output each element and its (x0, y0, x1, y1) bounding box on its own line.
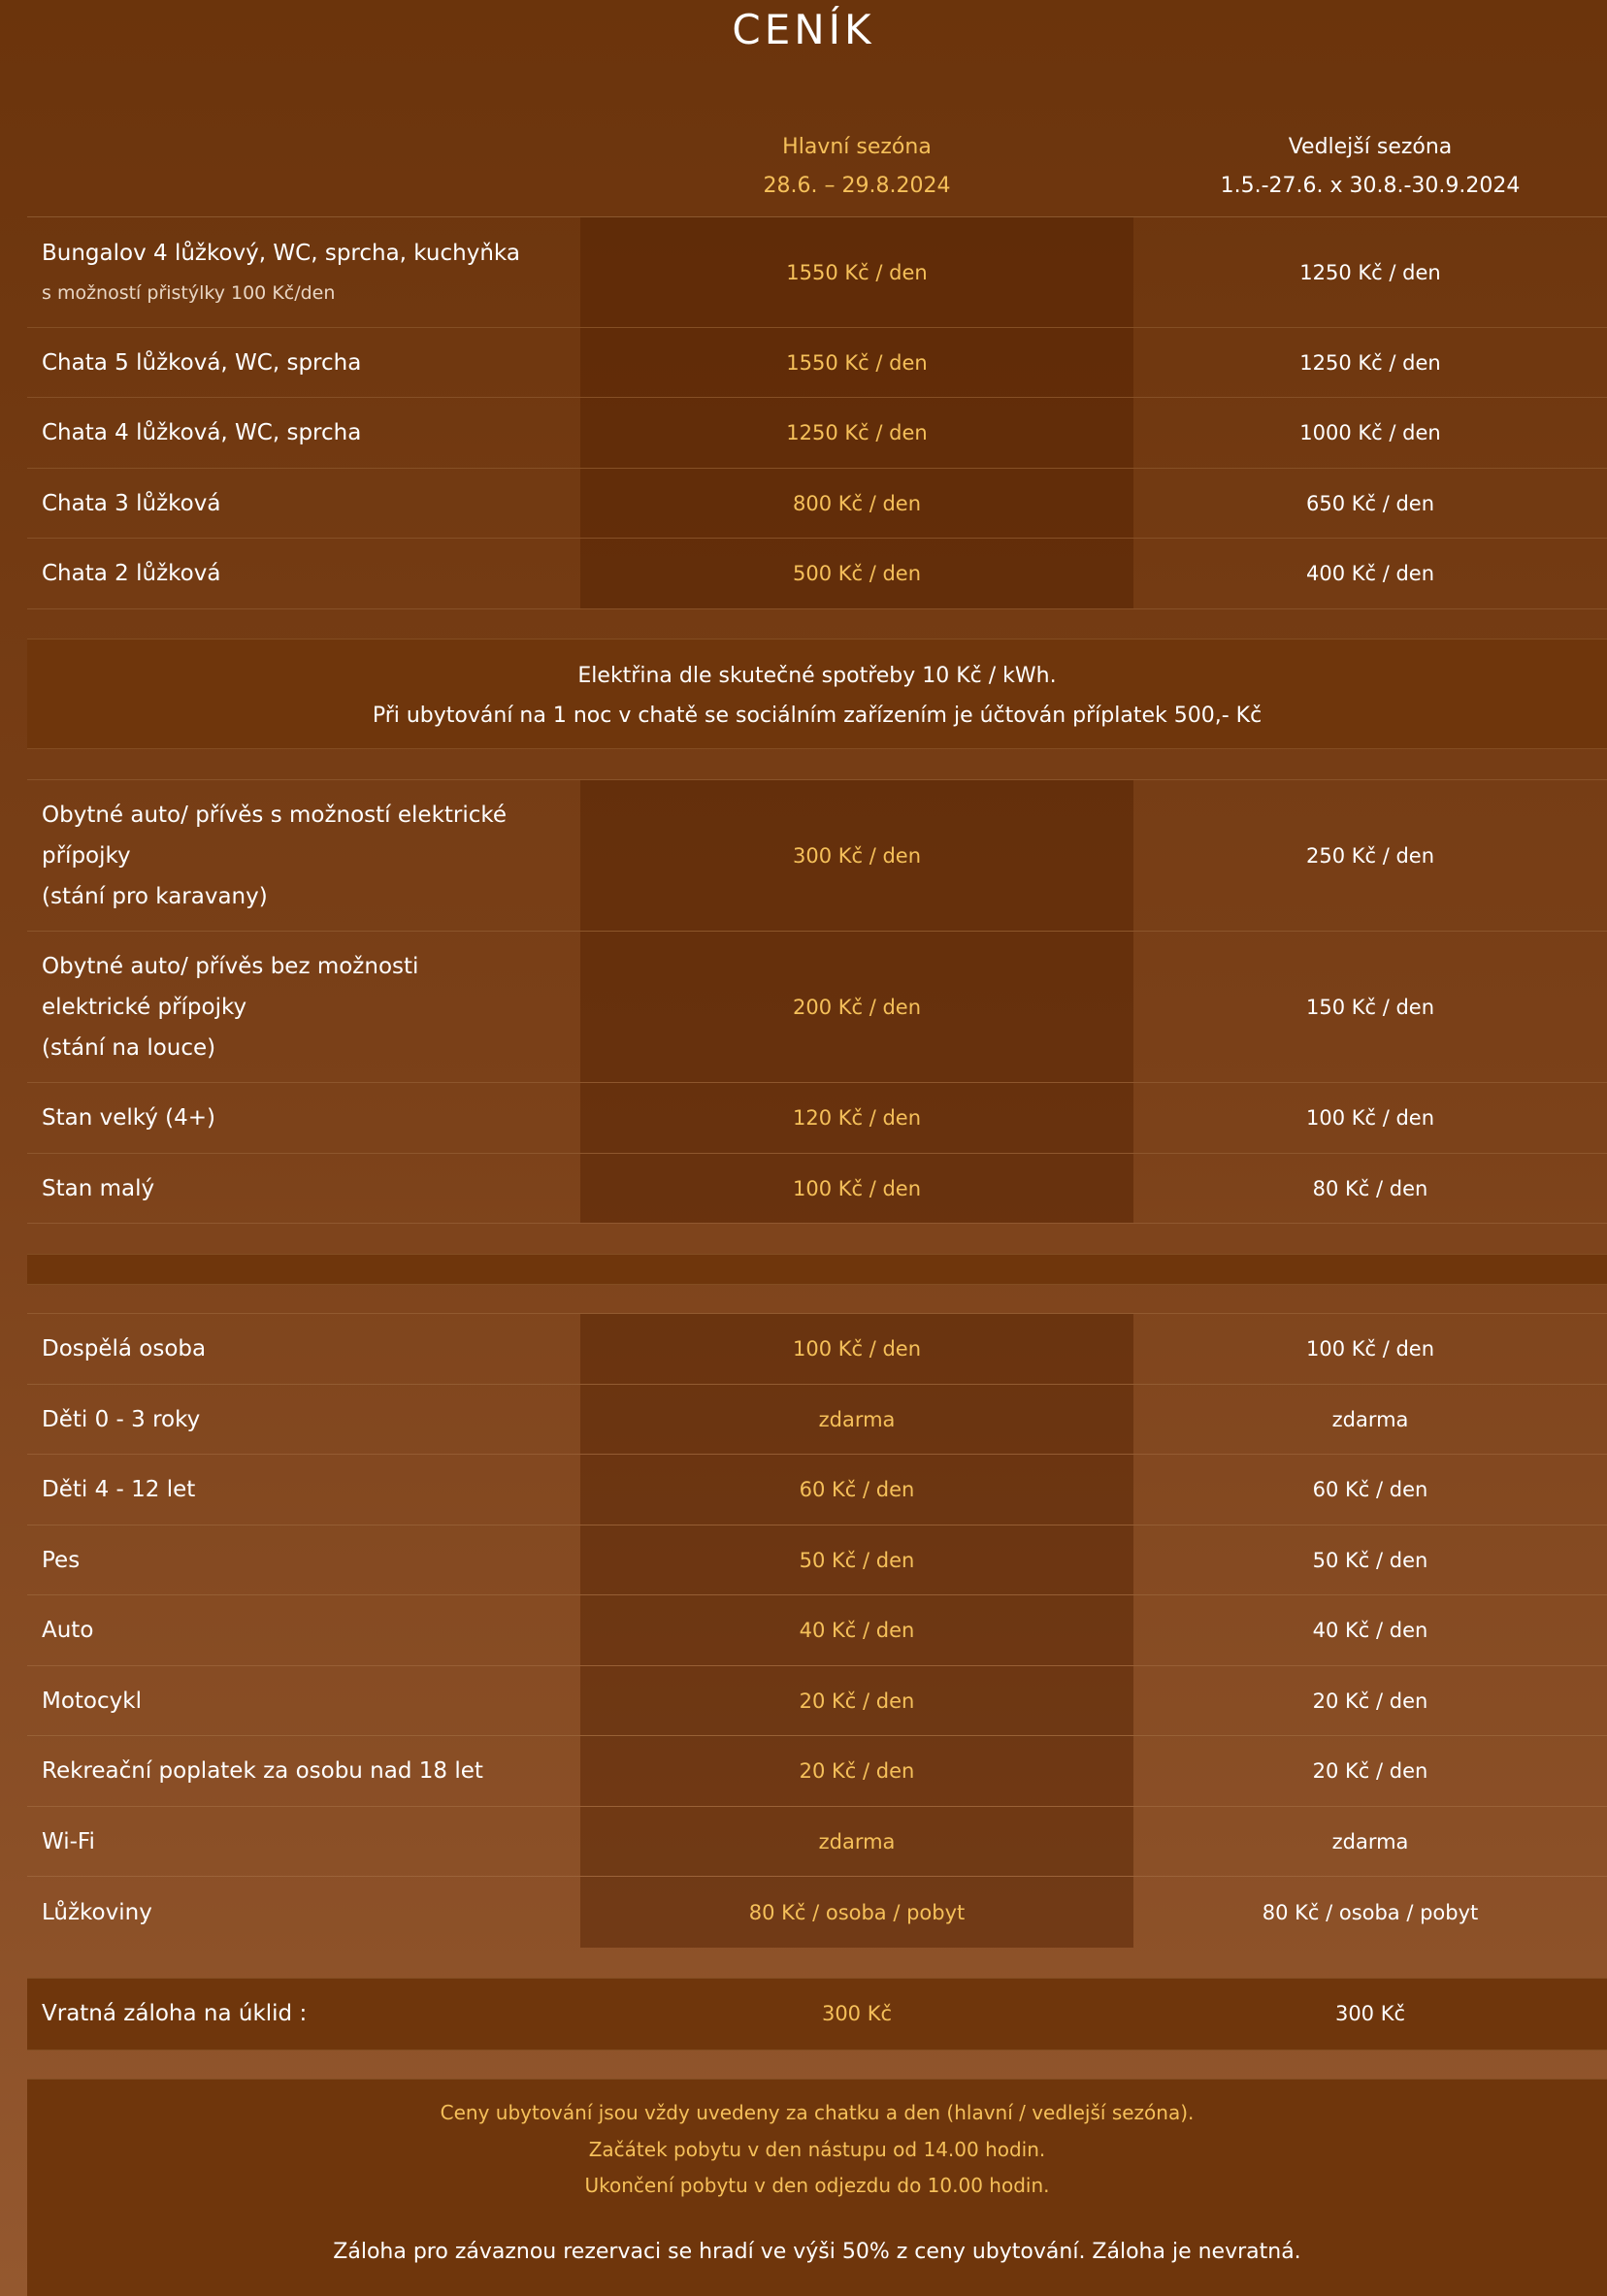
deposit-off: 300 Kč (1334, 2002, 1406, 2025)
off-price: 80 Kč / den (1312, 1176, 1428, 1200)
row-label-line: elektrické přípojky (42, 994, 247, 1020)
row-label-line: (stání na louce) (42, 1034, 216, 1061)
surcharge-line: Při ubytování na 1 noc v chatě se sociálním zařízením je účtován příplatek 500,- Kč (372, 704, 1263, 728)
off-price: 650 Kč / den (1305, 491, 1435, 515)
table-row (27, 1154, 1607, 1224)
terms-notes (27, 2079, 1607, 2296)
off-price: 60 Kč / den (1312, 1478, 1428, 1501)
off-price: 1250 Kč / den (1299, 350, 1441, 375)
table-row (27, 1666, 1607, 1736)
off-price: 1000 Kč / den (1299, 421, 1441, 444)
main-season-name: Hlavní sezóna (782, 134, 932, 159)
main-price: 20 Kč / den (580, 1736, 1133, 1806)
row-label: Chata 3 lůžková (42, 490, 221, 516)
table-row (27, 1736, 1607, 1807)
table-row (27, 932, 1607, 1083)
off-season-name: Vedlejší sezóna (1288, 134, 1453, 159)
off-season-dates: 1.5.-27.6. x 30.8.-30.9.2024 (1220, 173, 1521, 198)
row-label-line: (stání pro karavany) (42, 883, 268, 909)
main-price: 120 Kč / den (580, 1083, 1133, 1153)
off-season-header (1133, 128, 1607, 206)
row-label-line: Obytné auto/ přívěs s možností elektrické (42, 802, 508, 828)
note-line: Začátek pobytu v den nástupu od 14.00 hodin. (588, 2137, 1046, 2161)
table-row (27, 1314, 1607, 1385)
row-label-line: přípojky (42, 842, 131, 869)
season-header (27, 116, 1607, 217)
row-label: Děti 4 - 12 let (42, 1477, 196, 1502)
row-label: Děti 0 - 3 roky (42, 1406, 201, 1432)
main-price: 1250 Kč / den (580, 398, 1133, 468)
off-price: 250 Kč / den (1305, 843, 1435, 868)
off-price: 100 Kč / den (1305, 1106, 1435, 1130)
deposit-label: Vratná záloha na úklid : (42, 2001, 308, 2026)
row-label: Bungalov 4 lůžkový, WC, sprcha, kuchyňka (42, 240, 520, 266)
section-divider (27, 1254, 1607, 1285)
main-price: zdarma (580, 1807, 1133, 1876)
note-line: Ukončení pobytu v den odjezdu do 10.00 hodin. (584, 2174, 1050, 2197)
off-price: zdarma (1331, 1407, 1409, 1431)
row-sublabel: s možností přistýlky 100 Kč/den (42, 281, 336, 304)
table-row (27, 780, 1607, 932)
row-label: Chata 2 lůžková (42, 561, 221, 586)
electricity-line: Elektřina dle skutečné spotřeby 10 Kč / kWh. (577, 664, 1057, 688)
main-price: 50 Kč / den (580, 1525, 1133, 1594)
main-price: 500 Kč / den (580, 539, 1133, 608)
off-price: 20 Kč / den (1312, 1759, 1428, 1783)
page-title: CENÍK (732, 6, 875, 53)
camping-table (27, 779, 1607, 1224)
fees-table (27, 1313, 1607, 1948)
table-row (27, 1807, 1607, 1877)
main-price: 100 Kč / den (580, 1314, 1133, 1384)
row-label-line: Obytné auto/ přívěs bez možnosti (42, 953, 419, 979)
deposit-main: 300 Kč (821, 2002, 893, 2025)
main-price: zdarma (580, 1385, 1133, 1454)
off-price: 100 Kč / den (1305, 1337, 1435, 1361)
electricity-note (27, 639, 1607, 749)
main-price: 1550 Kč / den (580, 328, 1133, 397)
main-price: 80 Kč / osoba / pobyt (580, 1877, 1133, 1948)
table-row (27, 1385, 1607, 1455)
main-price: 100 Kč / den (580, 1154, 1133, 1223)
off-price: 50 Kč / den (1312, 1548, 1428, 1572)
row-label: Chata 5 lůžková, WC, sprcha (42, 349, 362, 376)
row-label: Stan velký (4+) (42, 1105, 216, 1131)
table-row (27, 1877, 1607, 1948)
off-price: zdarma (1331, 1829, 1409, 1853)
table-row (27, 1455, 1607, 1525)
row-label: Stan malý (42, 1175, 155, 1201)
main-price: 300 Kč / den (580, 780, 1133, 931)
row-label: Dospělá osoba (42, 1336, 207, 1361)
main-season-header (580, 116, 1133, 216)
row-label: Wi-Fi (42, 1828, 95, 1854)
main-price: 200 Kč / den (580, 932, 1133, 1082)
main-price: 40 Kč / den (580, 1595, 1133, 1665)
table-row (27, 328, 1607, 398)
row-label: Rekreační poplatek za osobu nad 18 let (42, 1758, 483, 1784)
table-row (27, 217, 1607, 328)
deposit-note: Záloha pro závaznou rezervaci se hradí ve výši 50% z ceny ubytování. Záloha je nevratná. (333, 2239, 1301, 2264)
accommodation-table (27, 217, 1607, 609)
off-price: 150 Kč / den (1305, 995, 1435, 1019)
row-label: Pes (42, 1547, 81, 1573)
off-price: 40 Kč / den (1312, 1619, 1428, 1642)
main-price: 60 Kč / den (580, 1455, 1133, 1525)
cleaning-deposit (27, 1978, 1607, 2050)
main-price: 800 Kč / den (580, 469, 1133, 538)
table-row (27, 1525, 1607, 1595)
off-price: 80 Kč / osoba / pobyt (1262, 1900, 1479, 1924)
row-label: Motocykl (42, 1688, 142, 1714)
off-price: 20 Kč / den (1312, 1689, 1428, 1713)
main-price: 20 Kč / den (580, 1666, 1133, 1735)
row-label: Lůžkoviny (42, 1899, 152, 1925)
table-row (27, 539, 1607, 609)
table-row (27, 398, 1607, 469)
table-row (27, 469, 1607, 539)
off-price: 400 Kč / den (1305, 562, 1435, 585)
row-label: Auto (42, 1618, 94, 1643)
row-label: Chata 4 lůžková, WC, sprcha (42, 420, 362, 445)
off-price: 1250 Kč / den (1299, 260, 1441, 284)
main-price: 1550 Kč / den (580, 217, 1133, 327)
table-row (27, 1083, 1607, 1154)
main-season-dates: 28.6. – 29.8.2024 (763, 173, 951, 198)
note-line: Ceny ubytování jsou vždy uvedeny za chatku a den (hlavní / vedlejší sezóna). (440, 2101, 1195, 2124)
table-row (27, 1595, 1607, 1666)
